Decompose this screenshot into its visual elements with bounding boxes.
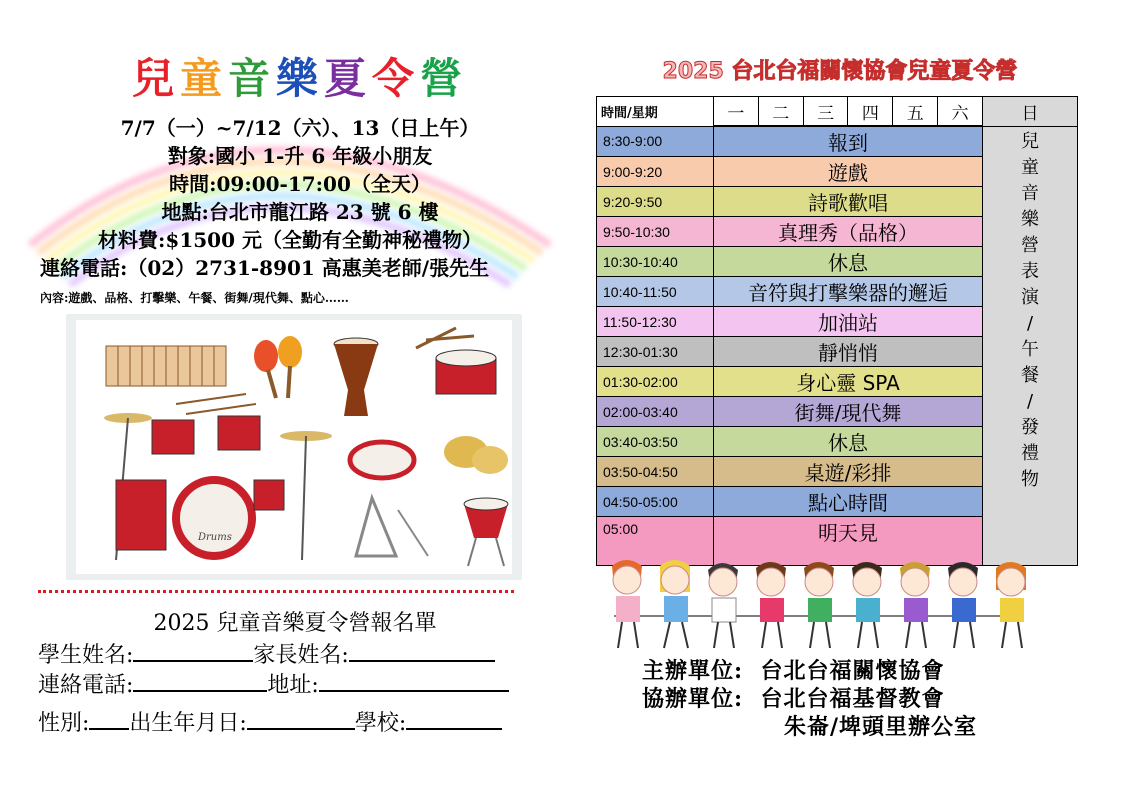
schedule-title: 2025 台北台福關懷協會兒童夏令營	[662, 59, 1018, 84]
organizer-name: 台北台福關懷協會	[760, 658, 945, 684]
sunday-char: 表	[1021, 260, 1039, 282]
parent-name-label: 家長姓名:	[253, 643, 349, 668]
co-organizer-line	[642, 682, 944, 713]
row-time: 02:00-03:40	[597, 397, 714, 427]
header-day: 一	[714, 97, 759, 127]
header-day: 四	[848, 97, 893, 127]
phone-label: 連絡電話:	[38, 673, 134, 698]
phone-field[interactable]	[133, 670, 267, 692]
title-char: 夏	[324, 54, 373, 103]
musical-instruments-icon	[76, 320, 512, 574]
sunday-char: 樂	[1021, 208, 1039, 230]
form-title: 2025 兒童音樂夏令營報名單	[153, 611, 437, 636]
row-time: 04:50-05:00	[597, 487, 714, 517]
row-activity: 身心靈 SPA	[714, 367, 983, 397]
sunday-char: 兒	[1021, 130, 1039, 152]
title-char: 令	[372, 54, 421, 103]
sunday-activity	[983, 126, 1078, 566]
parent-name-field[interactable]	[349, 640, 495, 662]
row-time: 11:50-12:30	[597, 307, 714, 337]
row-time: 8:30-9:00	[597, 126, 714, 157]
contact-line: 連絡電話:（02）2731-8901 高惠美老師/張先生	[40, 256, 490, 280]
organizer-line	[642, 654, 944, 685]
row-activity: 休息	[714, 247, 983, 277]
co-organizer-2: 朱崙/埤頭里辦公室	[784, 714, 978, 740]
row-time: 12:30-01:30	[597, 337, 714, 367]
title-char: 兒	[131, 54, 180, 103]
instruments-image	[66, 314, 522, 580]
sunday-char: /	[1026, 390, 1034, 412]
content-line: 內容:遊戲、品格、打擊樂、午餐、街舞/現代舞、點心……	[40, 291, 349, 305]
sunday-char: 午	[1021, 338, 1039, 360]
form-row-details	[38, 706, 502, 737]
row-time: 03:50-04:50	[597, 457, 714, 487]
student-name-label: 學生姓名:	[38, 643, 134, 668]
title-char: 營	[420, 54, 469, 103]
school-label: 學校:	[354, 711, 407, 736]
organizer-label: 主辦單位:	[642, 658, 744, 684]
row-time: 01:30-02:00	[597, 367, 714, 397]
row-time: 9:20-9:50	[597, 187, 714, 217]
date-line: 7/7（一）~7/12（六）、13（日上午）	[120, 116, 480, 140]
row-time: 9:00-9:20	[597, 157, 714, 187]
schedule-row	[597, 126, 1078, 157]
co-organizer-label: 協辦單位:	[642, 686, 744, 712]
sunday-char: 餐	[1021, 364, 1039, 386]
birth-field[interactable]	[247, 708, 355, 730]
header-sunday: 日	[983, 97, 1078, 127]
fee-line: 材料費:$1500 元（全勤有全勤神秘禮物）	[98, 228, 482, 252]
form-row-names	[38, 638, 495, 669]
time-line: 時間:09:00-17:00（全天）	[169, 172, 431, 196]
header-day: 六	[938, 97, 983, 127]
row-activity: 報到	[714, 126, 983, 157]
form-row-contact	[38, 668, 509, 699]
schedule-table	[596, 96, 1078, 566]
row-time: 05:00	[597, 517, 714, 566]
sunday-char: 營	[1021, 234, 1039, 256]
row-activity: 加油站	[714, 307, 983, 337]
children-holding-hands-icon	[594, 556, 1042, 652]
row-activity: 明天見	[714, 517, 983, 566]
title-char: 童	[179, 54, 228, 103]
camp-title	[0, 46, 600, 106]
location-line: 地點:台北市龍江路 23 號 6 樓	[161, 200, 439, 224]
target-line: 對象:國小 1-升 6 年級小朋友	[167, 144, 433, 168]
header-day: 五	[893, 97, 938, 127]
sunday-char: 演	[1021, 286, 1039, 308]
schedule-header-row	[597, 97, 1078, 127]
row-time: 10:30-10:40	[597, 247, 714, 277]
header-time-weekday: 時間/星期	[597, 97, 714, 127]
row-activity: 桌遊/彩排	[714, 457, 983, 487]
row-activity: 街舞/現代舞	[714, 397, 983, 427]
header-day: 二	[758, 97, 803, 127]
sunday-char: 童	[1021, 156, 1039, 178]
sunday-char: 物	[1021, 468, 1039, 490]
header-day: 三	[803, 97, 848, 127]
title-char: 音	[227, 54, 276, 103]
sunday-char: /	[1026, 312, 1034, 334]
birth-label: 出生年月日:	[129, 711, 247, 736]
student-name-field[interactable]	[133, 640, 253, 662]
drum-label: Drums	[198, 532, 232, 543]
co-organizer-name: 台北台福基督教會	[760, 686, 945, 712]
row-activity: 休息	[714, 427, 983, 457]
row-activity: 詩歌歡唱	[714, 187, 983, 217]
row-activity: 真理秀（品格）	[714, 217, 983, 247]
title-char: 樂	[275, 54, 324, 103]
row-activity: 點心時間	[714, 487, 983, 517]
school-field[interactable]	[406, 708, 502, 730]
gender-label: 性別:	[38, 711, 90, 736]
sunday-char: 禮	[1021, 442, 1039, 464]
row-time: 03:40-03:50	[597, 427, 714, 457]
row-activity: 遊戲	[714, 157, 983, 187]
address-label: 地址:	[267, 673, 319, 698]
address-field[interactable]	[319, 670, 509, 692]
sunday-char: 發	[1021, 416, 1039, 438]
row-time: 10:40-11:50	[597, 277, 714, 307]
sunday-char: 音	[1021, 182, 1039, 204]
row-activity: 靜悄悄	[714, 337, 983, 367]
row-time: 9:50-10:30	[597, 217, 714, 247]
separator-dotted	[38, 590, 514, 593]
gender-field[interactable]	[89, 708, 129, 730]
row-activity: 音符與打擊樂器的邂逅	[714, 277, 983, 307]
